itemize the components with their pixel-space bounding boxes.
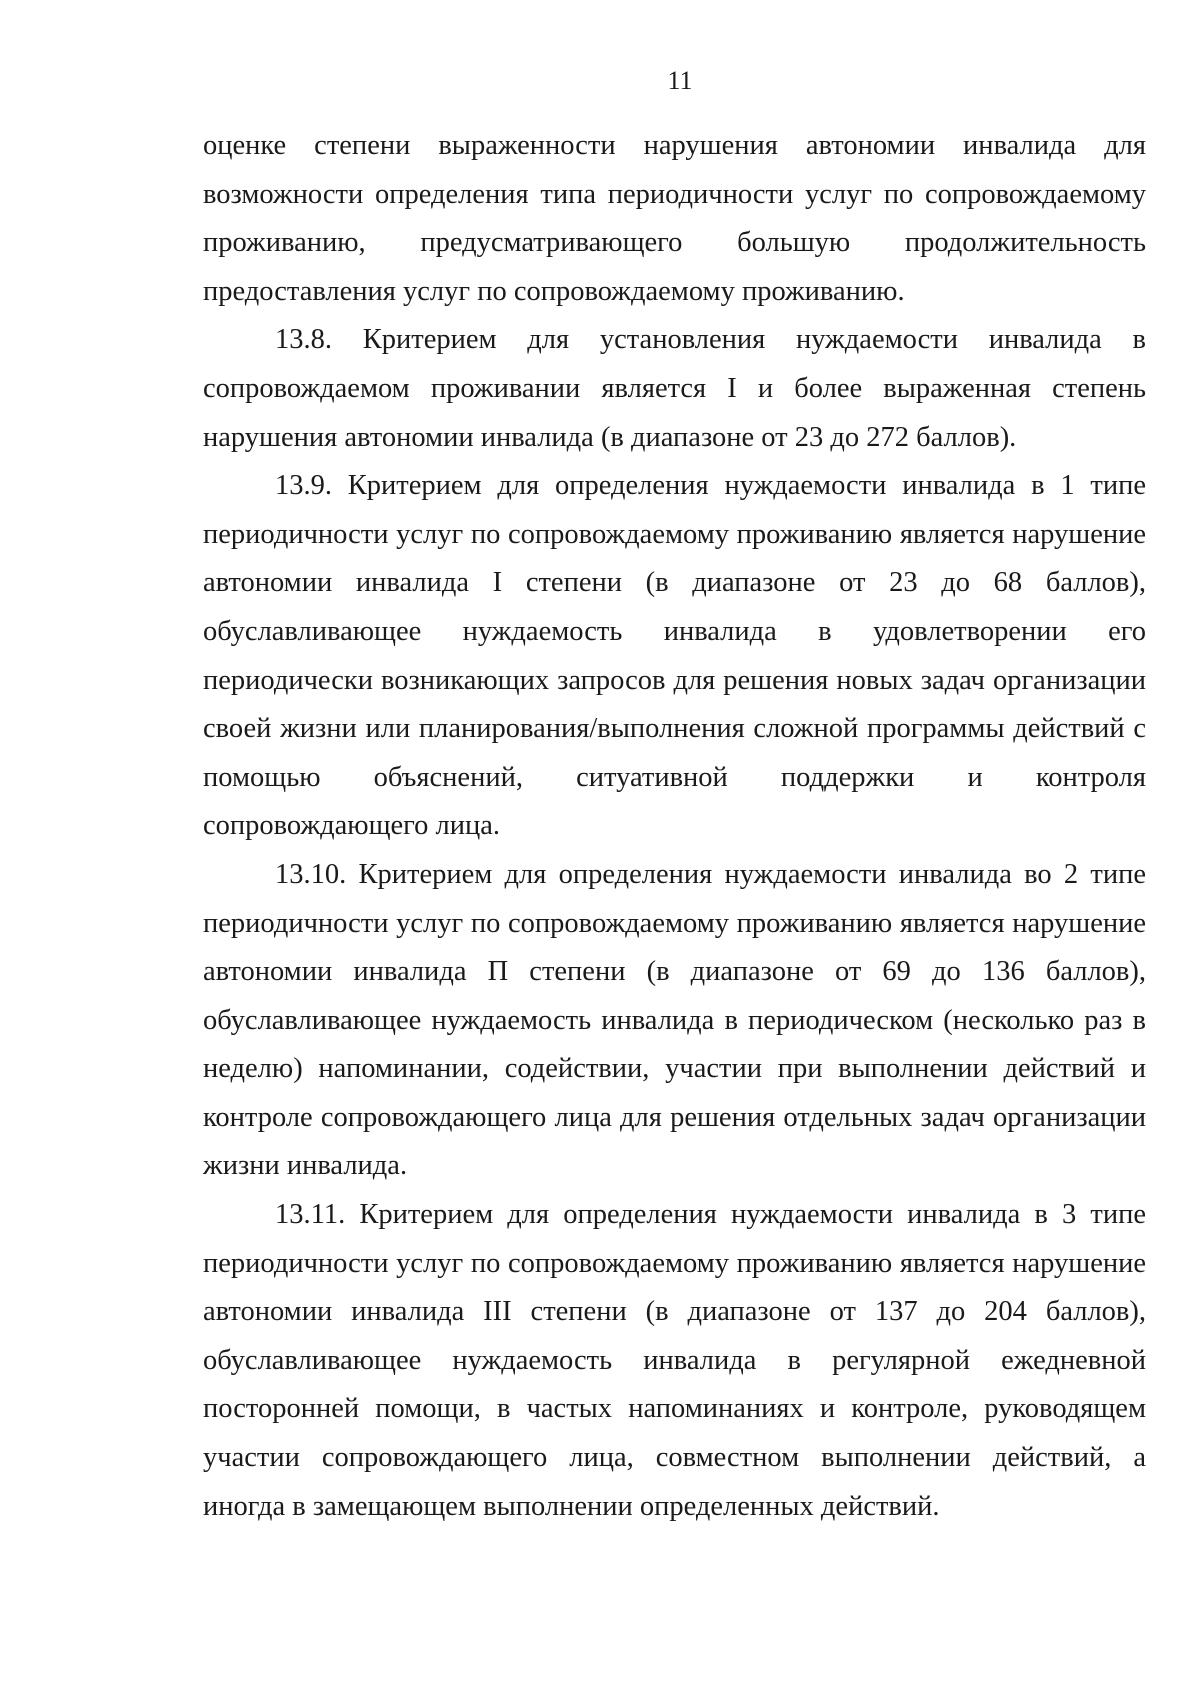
paragraph-13-8: 13.8. Критерием для установления нуждаемости инвалида в сопровождаемом проживании является I и более выраженная степень нарушения автономии инвалида (в диапазоне от 23 до 272 баллов). — [203, 324, 1146, 453]
paragraph-13-10: 13.10. Критерием для определения нуждаемости инвалида во 2 типе периодичности услуг по сопровождаемому проживанию является нарушение автономии инвалида П степени (в диапазоне от 69 до 136 баллов), обуславливающее нуждаемость инвалида в периодическом (несколько раз в неделю) напоминании, содействии, участии при выполнении действий и контроле сопровождающего лица для решения отдельных задач организации жизни инвалида. — [203, 858, 1146, 1182]
page-number: 11 — [667, 66, 693, 95]
paragraph-continuation: оценке степени выраженности нарушения автономии инвалида для возможности определения типа периодичности услуг по сопровождаемому проживанию, предусматривающего большую продолжительность предоставления услуг по сопровождаемому проживанию. — [203, 130, 1146, 307]
document-body — [203, 122, 1146, 1531]
paragraph-13-11: 13.11. Критерием для определения нуждаемости инвалида в 3 типе периодичности услуг по сопровождаемому проживанию является нарушение автономии инвалида III степени (в диапазоне от 137 до 204 баллов), обуславливающее нуждаемость инвалида в регулярной ежедневной посторонней помощи, в частых напоминаниях и контроле, руководящем участии сопровождающего лица, совместном выполнении действий, а иногда в замещающем выполнении определенных действий. — [203, 1199, 1146, 1522]
paragraph-13-9: 13.9. Критерием для определения нуждаемости инвалида в 1 типе периодичности услуг по сопровождаемому проживанию является нарушение автономии инвалида I степени (в диапазоне от 23 до 68 баллов), обуславливающее нуждаемость инвалида в удовлетворении его периодически возникающих запросов для решения новых задач организации своей жизни или планирования/выполнения сложной программы действий с помощью объяснений, ситуативной поддержки и контроля сопровождающего лица. — [203, 470, 1146, 842]
